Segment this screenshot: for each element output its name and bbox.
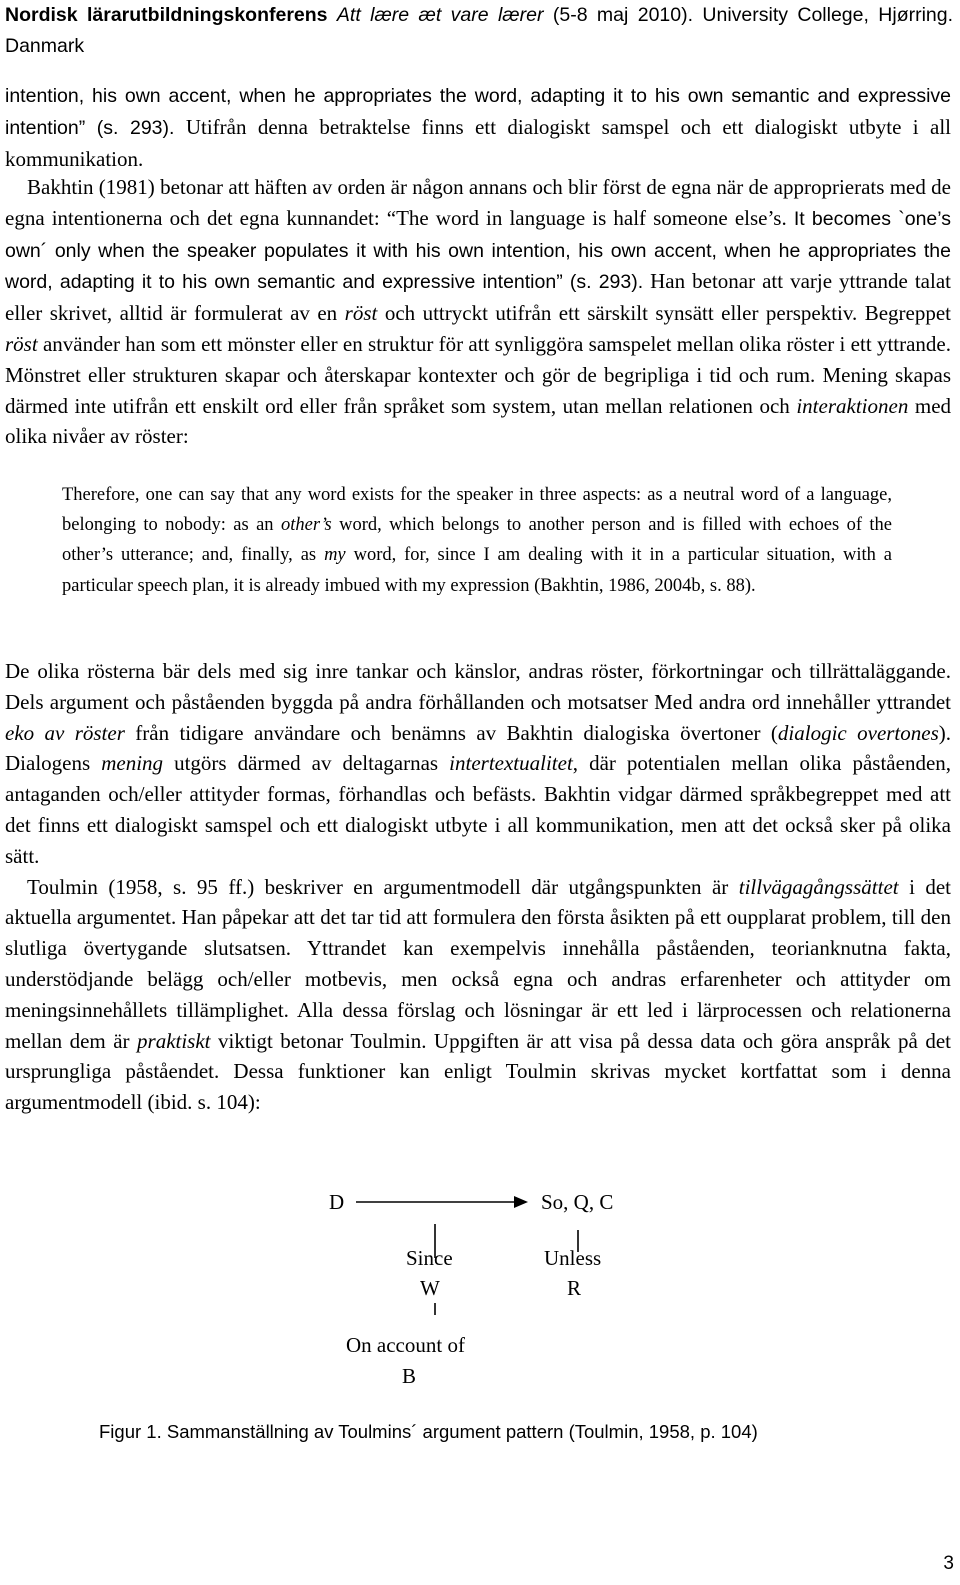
quote-3: word, for, since I am dealing with it in a particular situation, with a particular speech plan, it is already imbued with my expression (Bakhtin, 1986, 2004b, s. 88). <box>62 545 893 596</box>
running-header <box>5 0 953 62</box>
body-after-quote <box>5 656 951 1118</box>
intro-paragraph <box>5 80 951 174</box>
p1-c: Han betonar att varje yttrande talat eller skrivet, alltid är formulerat av en <box>5 269 951 326</box>
diagram-lines <box>0 1180 960 1420</box>
quote-1: Therefore, one can say that any word exists for the speaker in three aspects: as a neutral word of a language, belonging to nobody: as an <box>62 485 892 536</box>
block-quote <box>62 480 892 601</box>
p2-a: De olika rösterna bär dels med sig inre tankar och känslor, andras röster, förkortningar och tillrättaläggande. Dels argument och påståenden byggda på andra förhållanden och motsatser Med andra ord innehåller yttrandet <box>5 659 951 714</box>
p2-b-em: dialogic overtones <box>777 720 939 745</box>
label-claim: So, Q, C <box>541 1190 614 1214</box>
p2-d: utgörs därmed av deltagarnas <box>174 751 439 776</box>
bakhtin-paragraph <box>5 172 951 452</box>
p1-d: och uttryckt utifrån ett särskilt synsätt eller perspektiv. Begreppet <box>384 301 952 326</box>
quote-2: word, which belongs to another person and is filled with echoes of the other’s utterance; and, finally, as <box>62 515 893 566</box>
label-since: Since <box>406 1246 453 1270</box>
conference-name: Nordisk lärarutbildningskonferens <box>5 4 328 26</box>
p2-e: , där potentialen mellan olika påståenden, antaganden och/eller attityder formas, förhandlas och befästs. Bakhtin vidgar därmed språkbegreppet med att det finns ett dialogiskt samspel och ett dialogiskt utbyte i all kommunikation, men att det också sker på olika sätt. <box>5 751 952 868</box>
p1-e-em: interaktionen <box>796 393 909 418</box>
p3-b-em: praktiskt <box>137 1028 211 1053</box>
p3-a: Toulmin (1958, s. 95 ff.) beskriver en argumentmodell där utgångspunkten är <box>27 874 729 899</box>
toulmin-diagram <box>0 1180 960 1420</box>
p2-c-em: mening <box>101 751 164 776</box>
p2-a-em: eko av röster <box>5 720 125 745</box>
figure-caption: Figur 1. Sammanställning av Toulmins´ argument pattern (Toulmin, 1958, p. 104) <box>99 1421 758 1442</box>
label-unless: Unless <box>544 1246 602 1270</box>
label-warrant: W <box>420 1276 440 1300</box>
p2-d-em: intertextualitet <box>449 751 573 776</box>
intro-swedish: Utifrån denna betraktelse finns ett dialogiskt samspel och ett dialogiskt utbyte i all kommunikation. <box>5 114 952 171</box>
arrow-head-icon <box>514 1196 528 1208</box>
p2-c: ). Dialogens <box>5 720 952 776</box>
label-data: D <box>329 1190 345 1214</box>
quote-2-em: my <box>324 545 346 566</box>
p1-a: Bakhtin (1981) betonar att häften av orden är någon annans och blir först de egna när de approprierats med de egna intentionerna och det egna kunnandet: “The word in language is half someone else’s. <box>5 175 951 230</box>
p2-b: från tidigare användare och benämns av Bakhtin dialogiska övertoner ( <box>135 720 778 745</box>
p3-c: viktigt betonar Toulmin. Uppgiften är att visa på dessa data och göra anspråk på det ursprungliga påståendet. Dessa funktioner kan enligt Toulmin skrivas mycket kortfattat som i denna argumentmodell (ibid. s. 104): <box>5 1028 951 1115</box>
toulmin-paragraph <box>5 872 951 1118</box>
label-backing: B <box>402 1364 417 1388</box>
label-on-account-of: On account of <box>346 1333 465 1357</box>
conference-dates: (5-8 maj 2010). University College, Hjørring. Danmark <box>5 4 954 57</box>
p1-d-em: röst <box>5 331 38 356</box>
voices-paragraph <box>5 656 951 872</box>
label-rebuttal: R <box>567 1276 582 1300</box>
p1-f: med olika nivåer av röster: <box>5 393 952 449</box>
p1-e: använder han som ett mönster eller en struktur för att synliggöra samspelet mellan olika röster i ett yttrande. Mönstret eller strukturen skapar och återskapar kontexter och gör de begripliga i tid och rum. Mening skapas därmed inte utifrån ett enskilt ord eller från språket som system, utan mellan relationen och <box>5 331 952 418</box>
p1-b: It becomes `one’s own´ only when the speaker populates it with his own intention, his own accent, when he appropriates the word, adapting it to his own semantic and expressive intention” (s. 293). <box>5 207 952 294</box>
p1-c-em: röst <box>344 301 378 326</box>
conference-theme: Att lære æt vare lærer <box>336 4 544 26</box>
page-number: 3 <box>943 1553 954 1574</box>
p3-b: i det aktuella argumentet. Han påpekar att det tar tid att formulera den första åsikten på ett oupplarat problem, till den slutliga övertygande slutsatsen. Yttrandet kan exempelvis innehålla påståenden, teorianknutna fakta, understödjande belägg och/eller motbevis, men också egna och andras erfarenheter och attityder om meningsinnehållets tillämplighet. Alla dessa förslag och lösningar är ett led i lärprocessen och relationerna mellan dem är <box>5 874 952 1053</box>
p3-a-em: tillvägagångssättet <box>738 874 899 899</box>
intro-english: intention, his own accent, when he appropriates the word, adapting it to his own semantic and expressive intention” (s. 293). <box>5 85 951 139</box>
quote-1-em: other’s <box>280 515 332 536</box>
